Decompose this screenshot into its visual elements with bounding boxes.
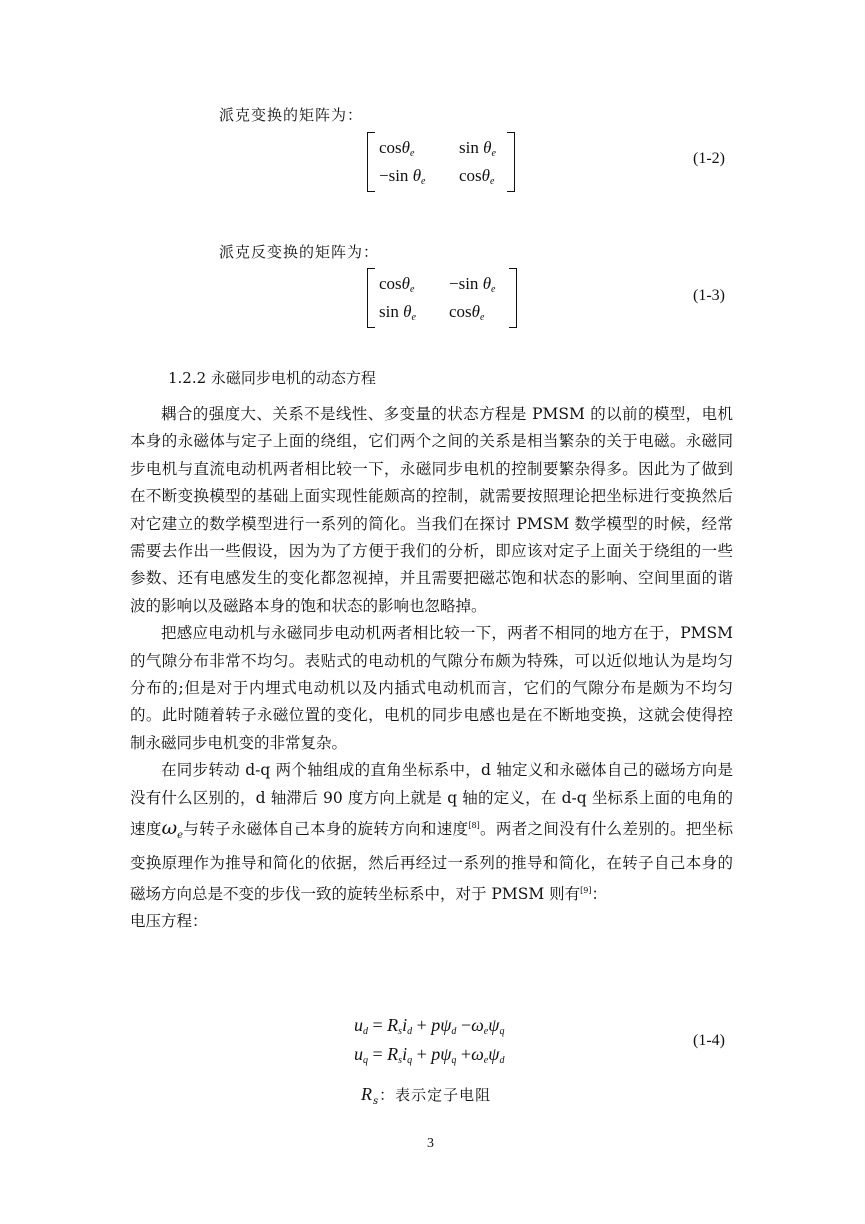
equation-number: (1-3) (693, 287, 725, 304)
matrix1 (367, 132, 515, 192)
matrix-cell: cosθ$_e$ (379, 273, 415, 295)
body-text (130, 401, 733, 936)
matrix1-label: 派克变换的矩阵为： (219, 106, 364, 124)
left-bracket (367, 268, 375, 328)
matrix-cell: $\sin \theta_e$ (459, 137, 496, 159)
matrix-row (379, 134, 503, 162)
left-bracket (367, 132, 375, 192)
equation-number: (1-4) (693, 1032, 725, 1049)
matrix2-label: 派克反变换的矩阵为： (219, 243, 380, 261)
rs-symbol: R (361, 1084, 373, 1104)
matrix-cell: −sin $\theta_e$ (379, 165, 426, 187)
matrix-cell: $\sin \theta_e$ (379, 301, 416, 323)
paragraph-1: 耦合的强度大、关系不是线性、多变量的状态方程是 PMSM 的以前的模型，电机本身的永磁体与定子上面的绕组，它们两个之间的关系是相当繁杂的关于电磁。永磁同步电机与直流电动机两者相比较一下，永磁同步电机的控制要繁杂得多。因此为了做到在不断变换模型的基础上面实现性能颇高的控制，就需要按照理论把坐标进行变换然后对它建立的数学模型进行一系列的简化。当我们在探讨 PMSM 数学模型的时候，经常需要去作出一些假设，因为为了方便于我们的分析，即应该对定子上面关于绕组的一些参数、还有电感发生的变化都忽视掉，并且需要把磁芯饱和状态的影响、空间里面的谐波的影响以及磁路本身的饱和状态的影响也忽略掉。 (130, 405, 733, 615)
matrix-row (379, 162, 503, 190)
right-bracket (507, 132, 515, 192)
right-bracket (509, 268, 517, 328)
matrix-cell: cosθ$_e$ (449, 301, 485, 323)
citation: [8] (468, 821, 480, 831)
voltage-equation-q: $u_q = R_si_q + p\psi_q +\omega_e\psi_d$ (354, 1044, 505, 1066)
section-heading: 1.2.2 永磁同步电机的动态方程 (168, 369, 376, 387)
matrix-row (379, 298, 505, 326)
matrix2 (367, 268, 517, 328)
matrix-cell: cosθ$_e$ (379, 137, 415, 159)
matrix-cell: cosθ$_e$ (459, 165, 495, 187)
paragraph-3: 在同步转动 d-q 两个轴组成的直角坐标系中，d 轴定义和永磁体自己的磁场方向是没有什么区别的，d 轴滞后 90 度方向上就是 q 轴的定义，在 d-q 坐标系上面的电角的速度$\omega_e$与转子永磁体自己本身的旋转方向和速度[8]。两者之间没有什么差别的。把坐标变换原理作为推导和简化的依据，然后再经过一系列的推导和简化，在转子自己本身的磁场方向总是不变的步伐一致的旋转坐标系中，对于 PMSM 则有[9]： (130, 761, 733, 903)
voltage-label: 电压方程： (130, 912, 208, 931)
matrix-cell: −sin $\theta_e$ (449, 273, 496, 295)
page-number: 3 (427, 1136, 434, 1151)
voltage-equation-d: $u_d = R_si_d + p\psi_d -\omega_e\psi_q$ (354, 1015, 505, 1037)
matrix-row (379, 270, 505, 298)
paragraph-2: 把感应电动机与永磁同步电动机两者相比较一下，两者不相同的地方在于，PMSM 的气隙分布非常不均匀。表贴式的电动机的气隙分布颇为特殊，可以近似地认为是均匀分布的;但是对于内埋式电动机以及内插式电动机而言，它们的气隙分布是颇为不均匀的。此时随着转子永磁位置的变化，电机的同步电感也是在不断地变换，这就会使得控制永磁同步电机变的非常复杂。 (130, 624, 733, 752)
rs-note: $R_s$：表示定子电阻 (361, 1084, 492, 1107)
citation: [9] (580, 886, 592, 895)
equation-number: (1-2) (693, 150, 725, 167)
omega-symbol: ω (161, 817, 178, 840)
